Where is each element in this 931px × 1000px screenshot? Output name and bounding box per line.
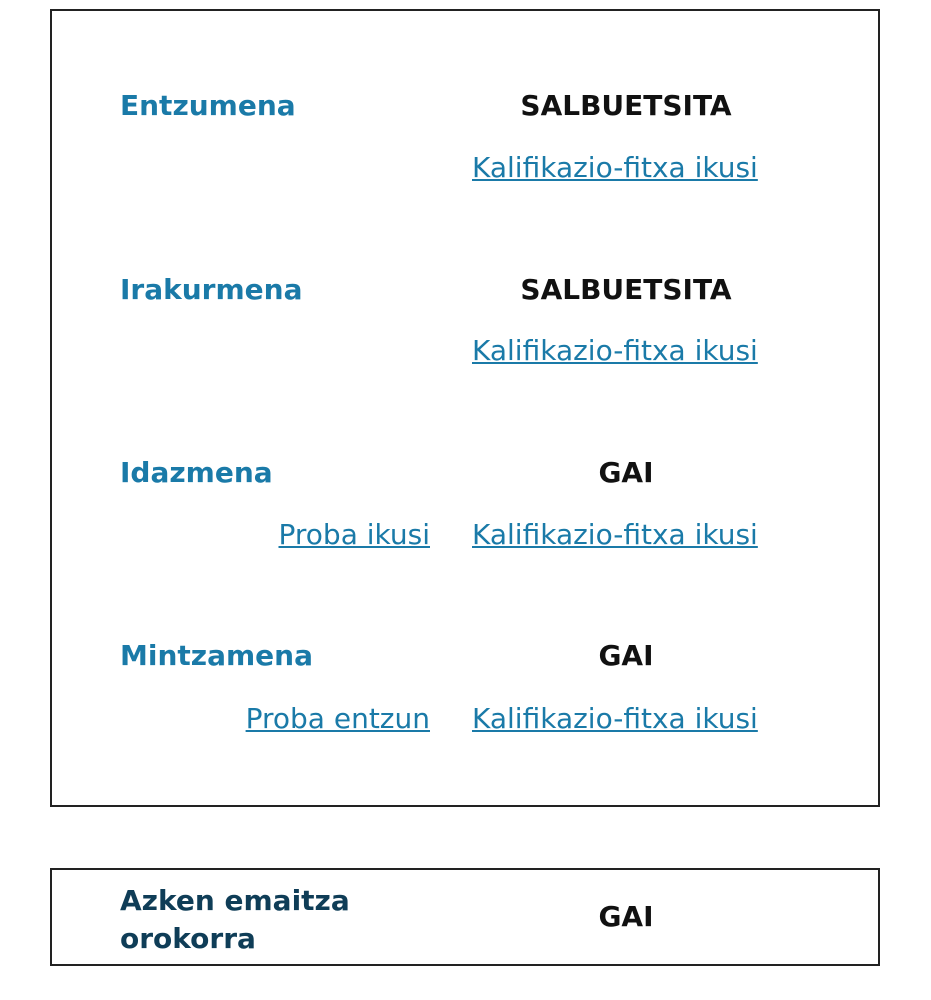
listen-exam-link-speaking[interactable]: Proba entzun [245,702,430,735]
view-exam-link-writing[interactable]: Proba ikusi [278,518,430,551]
skill-result-writing: GAI [598,456,654,489]
final-result-label: Azken emaitza orokorra [120,884,350,955]
grade-sheet-link-listening[interactable]: Kalifikazio-fitxa ikusi [472,151,758,184]
final-result-value: GAI [598,900,654,933]
grade-sheet-link-writing[interactable]: Kalifikazio-fitxa ikusi [472,518,758,551]
skills-results-panel [50,9,880,807]
skill-result-reading: SALBUETSITA [520,273,732,306]
skill-title-listening: Entzumena [120,89,296,122]
skill-result-listening: SALBUETSITA [520,89,732,122]
skill-result-speaking: GAI [598,639,654,672]
skill-title-reading: Irakurmena [120,273,303,306]
skill-title-writing: Idazmena [120,456,273,489]
grade-sheet-link-speaking[interactable]: Kalifikazio-fitxa ikusi [472,702,758,735]
final-result-panel [50,868,880,966]
skill-title-speaking: Mintzamena [120,639,313,672]
grade-sheet-link-reading[interactable]: Kalifikazio-fitxa ikusi [472,334,758,367]
